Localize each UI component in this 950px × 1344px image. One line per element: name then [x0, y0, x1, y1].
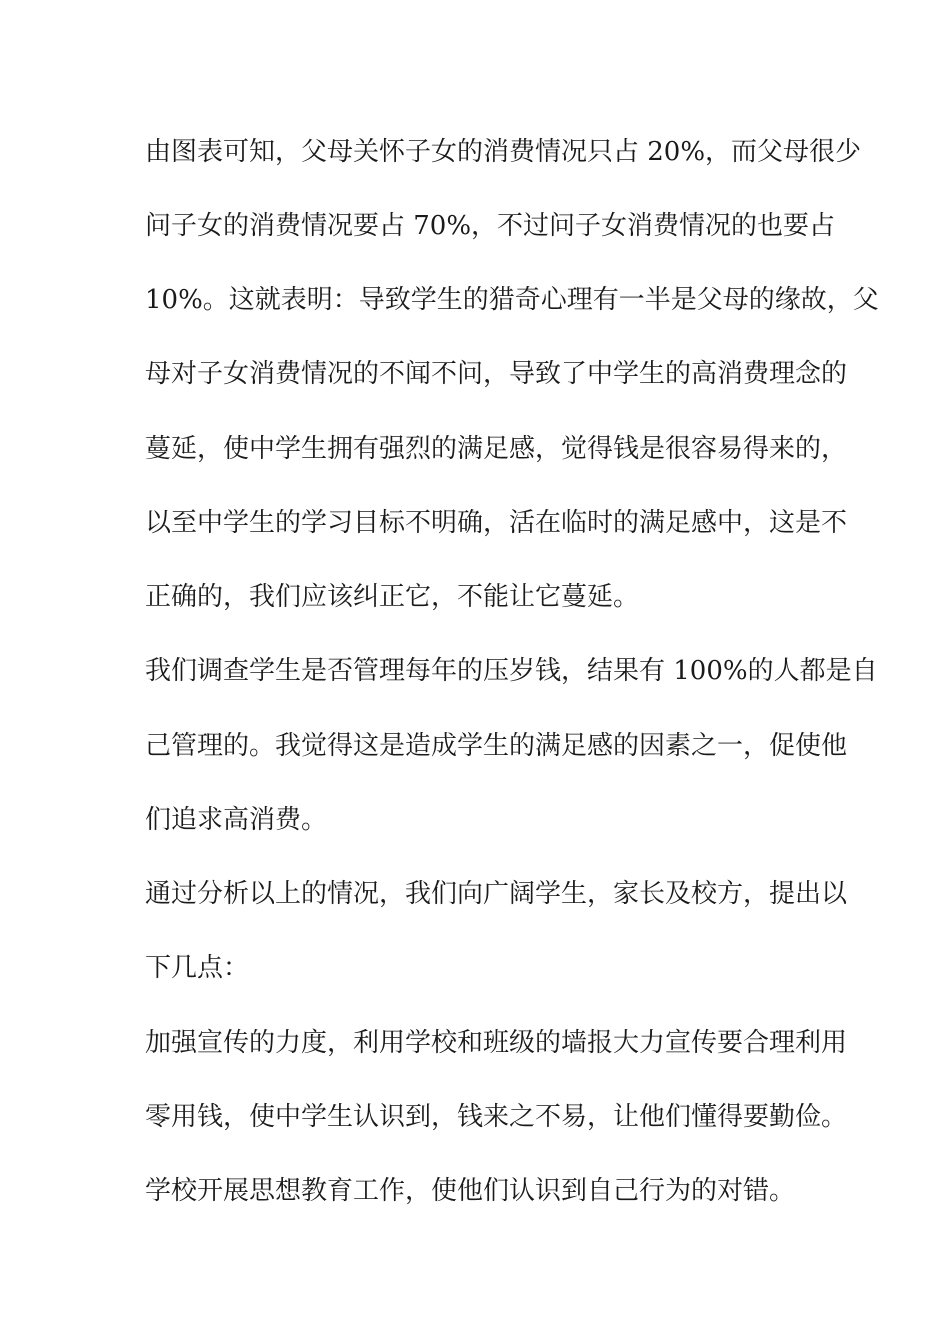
text-line: 问子女的消费情况要占 70%，不过问子女消费情况的也要占: [145, 211, 836, 241]
text-line: 正确的，我们应该纠正它，不能让它蔓延。: [145, 582, 640, 612]
text-line: 己管理的。我觉得这是造成学生的满足感的因素之一，促使他: [145, 731, 848, 761]
text-line: 蔓延，使中学生拥有强烈的满足感，觉得钱是很容易得来的，: [145, 434, 848, 464]
text-line: 零用钱，使中学生认识到，钱来之不易，让他们懂得要勤俭。: [145, 1102, 848, 1132]
text-line: 我们调查学生是否管理每年的压岁钱，结果有 100%的人都是自: [145, 656, 878, 686]
text-line: 由图表可知，父母关怀子女的消费情况只占 20%，而父母很少: [145, 137, 862, 167]
text-line: 母对子女消费情况的不闻不问，导致了中学生的高消费理念的: [145, 359, 848, 389]
text-line: 下几点：: [145, 953, 250, 983]
text-line: 以至中学生的学习目标不明确，活在临时的满足感中，这是不: [145, 508, 848, 538]
text-line: 们追求高消费。: [145, 805, 328, 835]
text-line: 通过分析以上的情况，我们向广阔学生，家长及校方，提出以: [145, 879, 848, 909]
text-line: 加强宣传的力度，利用学校和班级的墙报大力宣传要合理利用: [145, 1028, 848, 1058]
text-line: 学校开展思想教育工作，使他们认识到自己行为的对错。: [145, 1176, 796, 1206]
text-line: 10%。这就表明：导致学生的猎奇心理有一半是父母的缘故，父: [145, 285, 879, 315]
